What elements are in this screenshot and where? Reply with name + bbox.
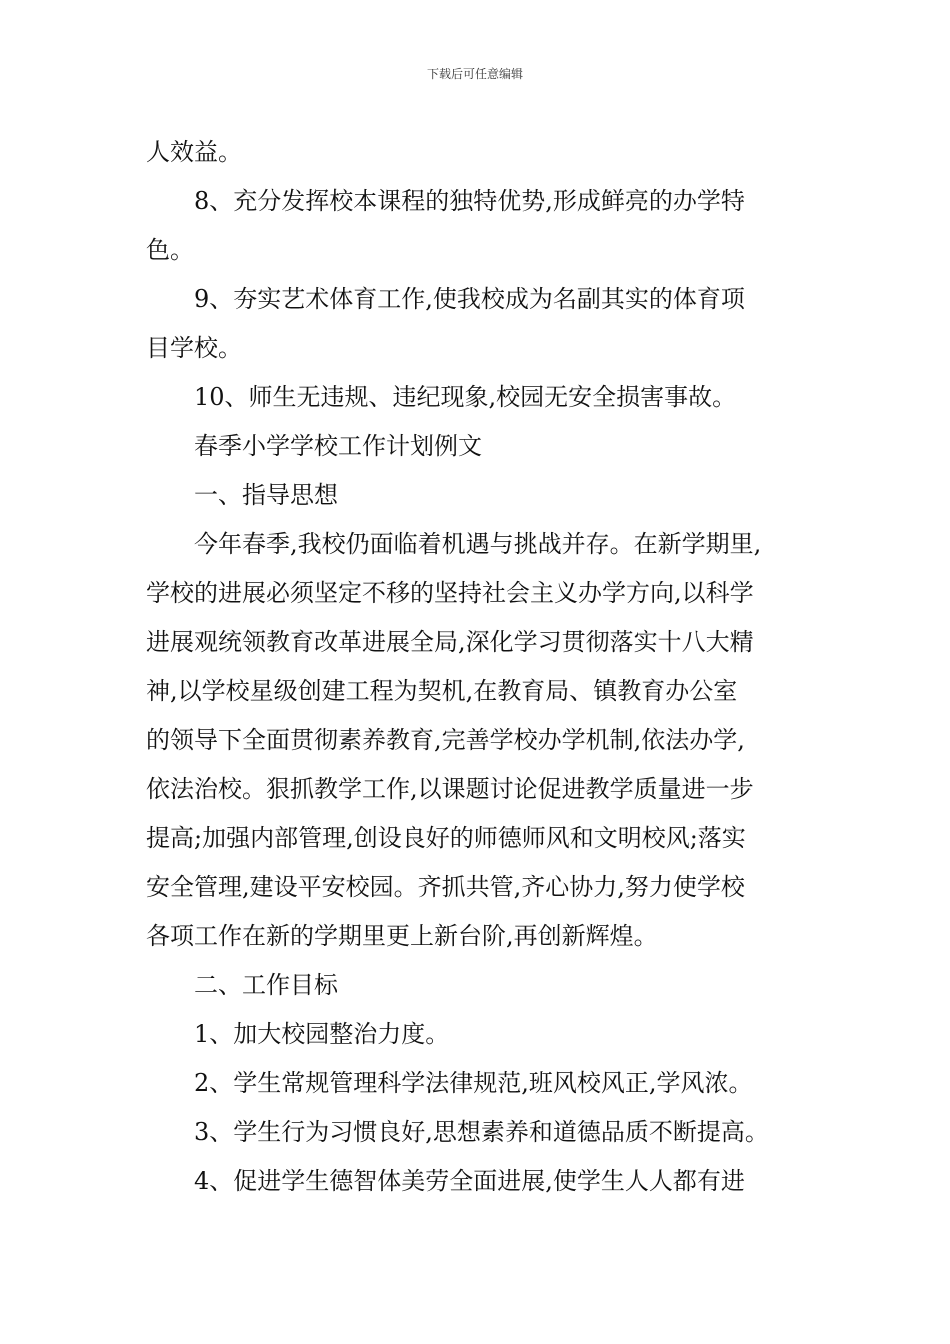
- text-line: 各项工作在新的学期里更上新台阶,再创新辉煌。: [146, 922, 658, 950]
- list-item: 3、学生行为习惯良好,思想素养和道德品质不断提高。: [194, 1118, 769, 1146]
- section-heading: 一、指导思想: [194, 481, 338, 509]
- document-body: [146, 128, 811, 1206]
- list-item: 1、加大校园整治力度。: [194, 1020, 450, 1048]
- text-line: 9、夯实艺术体育工作,使我校成为名副其实的体育项: [194, 285, 745, 313]
- text-line: 今年春季,我校仍面临着机遇与挑战并存。在新学期里,: [194, 530, 762, 558]
- page-header-note: 下载后可任意编辑: [426, 67, 523, 81]
- text-line: 提高;加强内部管理,创设良好的师德师风和文明校风;落实: [146, 824, 746, 852]
- section-heading: 二、工作目标: [194, 971, 338, 999]
- text-line: 安全管理,建设平安校园。齐抓共管,齐心协力,努力使学校: [146, 873, 745, 901]
- text-line: 目学校。: [146, 334, 242, 362]
- text-line: 神,以学校星级创建工程为契机,在教育局、镇教育办公室: [146, 677, 738, 705]
- text-line: 依法治校。狠抓教学工作,以课题讨论促进教学质量进一步: [146, 775, 754, 803]
- text-line: 人效益。: [146, 138, 242, 166]
- text-line: 10、师生无违规、违纪现象,校园无安全损害事故。: [194, 383, 737, 411]
- text-line: 进展观统领教育改革进展全局,深化学习贯彻落实十八大精: [146, 628, 754, 656]
- list-item: 2、学生常规管理科学法律规范,班风校风正,学风浓。: [194, 1069, 753, 1097]
- text-line: 学校的进展必须坚定不移的坚持社会主义办学方向,以科学: [146, 579, 754, 607]
- text-line: 8、充分发挥校本课程的独特优势,形成鲜亮的办学特: [194, 187, 745, 215]
- list-item: 4、促进学生德智体美劳全面进展,使学生人人都有进: [194, 1167, 745, 1195]
- text-line: 色。: [146, 236, 194, 264]
- section-title: 春季小学学校工作计划例文: [194, 432, 482, 460]
- text-line: 的领导下全面贯彻素养教育,完善学校办学机制,依法办学,: [146, 726, 745, 754]
